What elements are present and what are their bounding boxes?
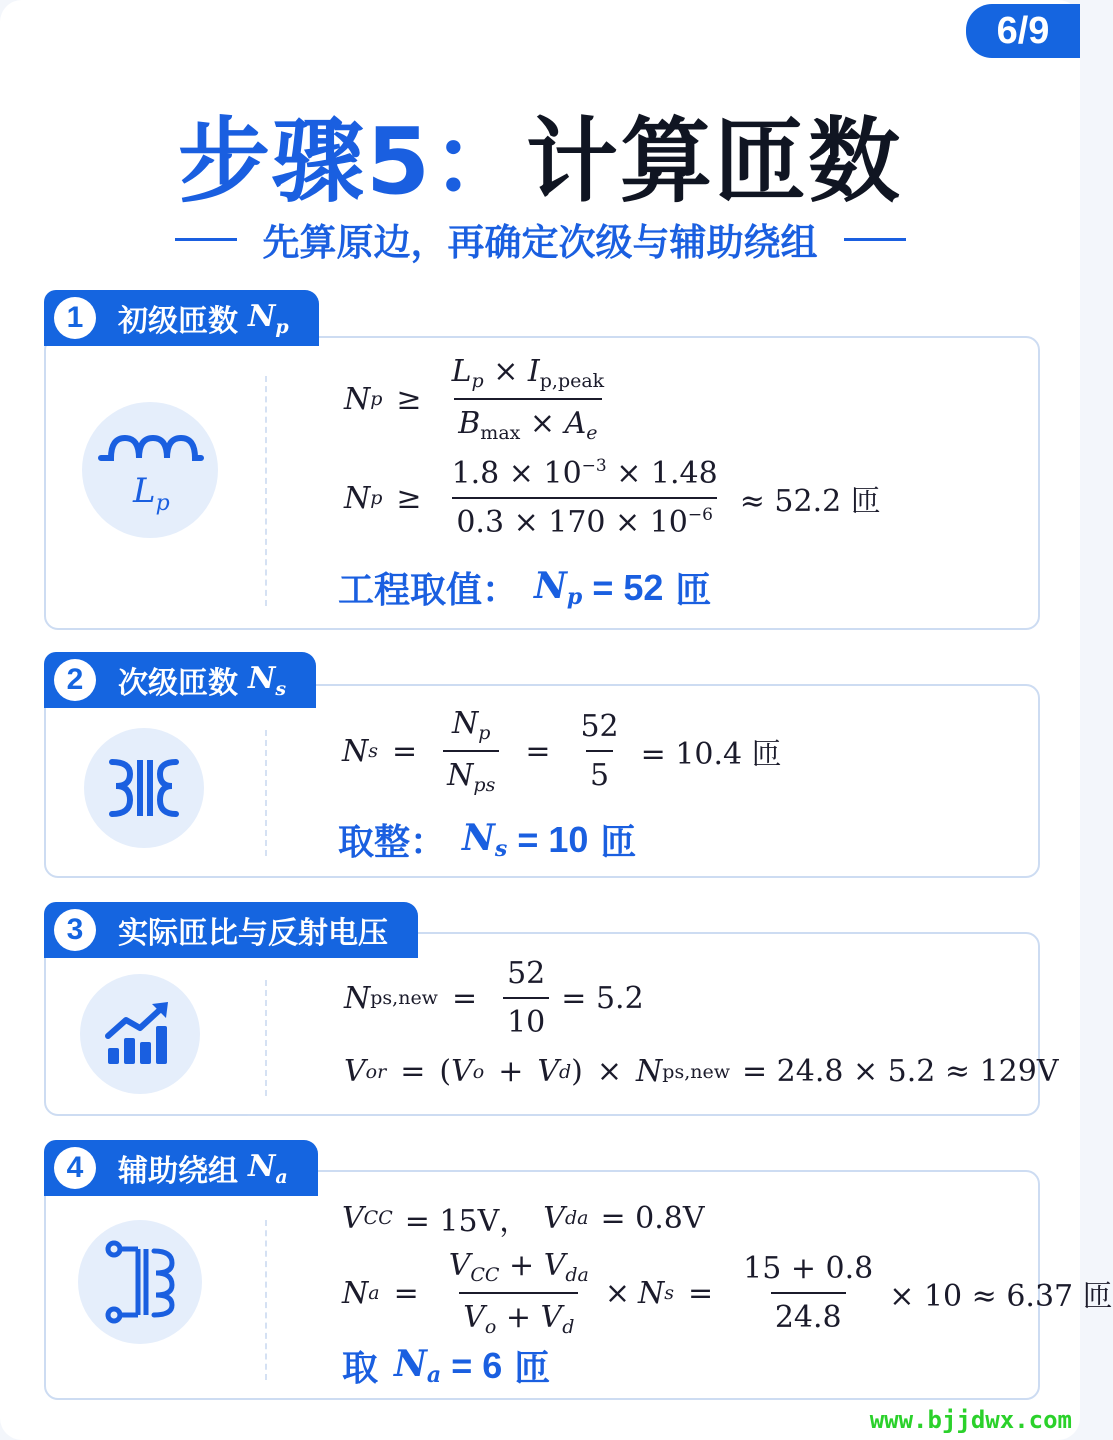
subtitle-row [0,212,1080,266]
section-3-number: 3 [54,909,96,951]
watermark-url: www.bjjdwx.com [869,1406,1072,1434]
secondary-turns-formula: N s = $\frac{N_p}{N_{ps}}$ = $\frac{52}{5}$ = 10.4 匝 [342,706,782,796]
inductor-icon [82,402,218,538]
aux-turns-formula: N a = $\frac{V_{CC} + V_{da}}{V_o + V_d}$ × N s = $\frac{15 + 0.8}{24.8}$ × 10 ≈ 6.37 匝 [342,1248,1113,1338]
chart-growth-icon [80,974,200,1094]
section-3-title: 实际匝比与反射电压 [118,916,388,951]
section-4-title: 辅助绕组 [118,1154,238,1189]
section-1-tab [44,290,319,346]
section-1-title: 初级匝数 [118,304,238,339]
subtitle-left-rule [175,238,237,241]
section-3-tab [44,902,418,958]
aux-supply-parameters: V CC = 15V， V da = 0.8V [342,1200,705,1239]
auxiliary-winding-icon [78,1220,202,1344]
subtitle: 先算原边，再确定次级与辅助绕组 [262,221,818,264]
transformer-icon [84,728,204,848]
section-2-divider [265,730,267,856]
section-1-variable: $N_p$ [248,298,289,338]
section-4-number: 4 [54,1147,96,1189]
primary-turns-calculation: N p ≥ $\frac{1.8 \times 10^{-3} \times 1.48}{0.3 \times 170 \times 10^{-6}}$ ≈ 52.2 匝 [344,456,881,540]
section-4-tab [44,1140,318,1196]
title-step: 步骤5： [177,108,526,215]
inductor-icon-label: $L_p$ [133,471,170,516]
section-2-tab [44,652,316,708]
new-turns-ratio-formula: N ps,new = $\frac{52}{10}$ = 5.2 [344,956,644,1040]
section-2-number: 2 [54,659,96,701]
reflected-voltage-formula: V or = ( V o + V d ) × N ps,new = 24.8 × 5.2 ≈ 129V [344,1054,1059,1089]
primary-turns-formula: N p ≥ $\frac{L_p \times I_{p,peak}}{B_{max} \times A_e}$ [344,354,605,444]
section-2-title: 次级匝数 [118,666,238,701]
aux-turns-result: 取 $N_a$ = 6 匝 [342,1343,551,1389]
section-3-divider [265,980,267,1096]
section-1-number: 1 [54,297,96,339]
section-2-variable: $N_s$ [248,660,287,700]
secondary-turns-result: 取整： $N_s$ = 10 匝 [338,817,637,863]
page-title [0,88,1080,220]
section-1-divider [265,376,267,606]
primary-turns-result: 工程取值： $N_p$ = 52 匝 [338,565,712,611]
section-4-divider [265,1220,267,1380]
section-4-variable: $N_a$ [248,1148,288,1188]
subtitle-right-rule [844,238,906,241]
title-main: 计算匝数 [526,108,903,215]
page-indicator-badge: 6/9 [966,4,1080,58]
